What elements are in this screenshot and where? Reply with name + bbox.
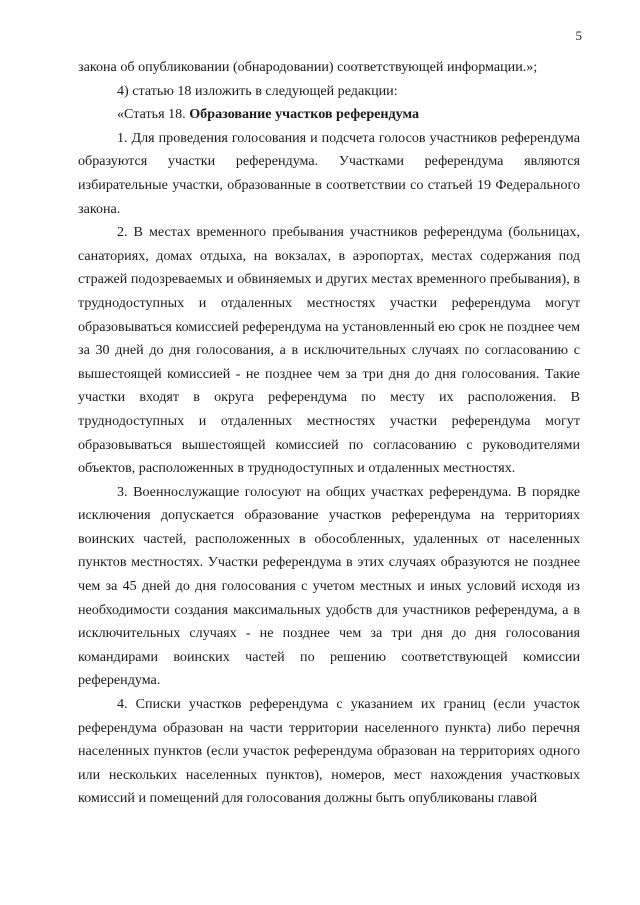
article-title: Образование участков референдума bbox=[189, 106, 420, 123]
paragraph-continuation: закона об опубликовании (обнародовании) соответствующей информации.»; bbox=[78, 59, 538, 75]
article-prefix: «Статья 18. bbox=[117, 106, 190, 123]
paragraph-clause-4: 4. Списки участков референдума с указанием их границ (если участок референдума образован на части территории населенного пункта) либо перечня населенных пунктов (если участок референдума образован на территориях одного или нескольких населенных пунктов), номеров, мест нахождения участковых комиссий и помещений для голосования должны быть опубликованы главой bbox=[78, 696, 580, 807]
page-number: 5 bbox=[575, 28, 582, 43]
paragraph-clause-3: 3. Военнослужащие голосуют на общих участках референдума. В порядке исключения допускается образование участков референдума на территориях воинских частей, расположенных в обособленных, удаленных от населенных пунктов местностях. Участки референдума в этих случаях образуются не позднее чем за 45 дней до дня голосования с учетом местных и иных условий исходя из необходимости создания максимальных удобств для участников референдума, а в исключительных случаях - не позднее чем за три дня до дня голосования командирами воинских частей по решению соответствующей комиссии референдума. bbox=[78, 483, 580, 689]
paragraph-clause-1: 1. Для проведения голосования и подсчета голосов участников референдума образуются участки референдума. Участками референдума являются избирательные участки, образованные в соответствии со статьей 19 Федерального закона. bbox=[78, 129, 580, 217]
paragraph-clause-2: 2. В местах временного пребывания участников референдума (больницах, санаториях, домах отдыха, на вокзалах, в аэропортах, местах содержания под стражей подозреваемых и обвиняемых и других местах временного пребывания), в труднодоступных и отдаленных местностях участки референдума могут образовываться комиссией референдума на установленный ею срок не позднее чем за 30 дней до дня голосования, а в исключительных случаях по согласованию с вышестоящей комиссией - не позднее чем за три дня до дня голосования. Такие участки входят в округа референдума по месту их расположения. В труднодоступных и отдаленных местностях участки референдума могут образовываться вышестоящей комиссией по согласованию с руководителями объектов, расположенных в труднодоступных и отдаленных местностях. bbox=[78, 224, 580, 477]
article-heading bbox=[78, 103, 580, 127]
paragraph-amendment-intro: 4) статью 18 изложить в следующей редакции: bbox=[117, 82, 398, 99]
document-body bbox=[78, 56, 580, 811]
